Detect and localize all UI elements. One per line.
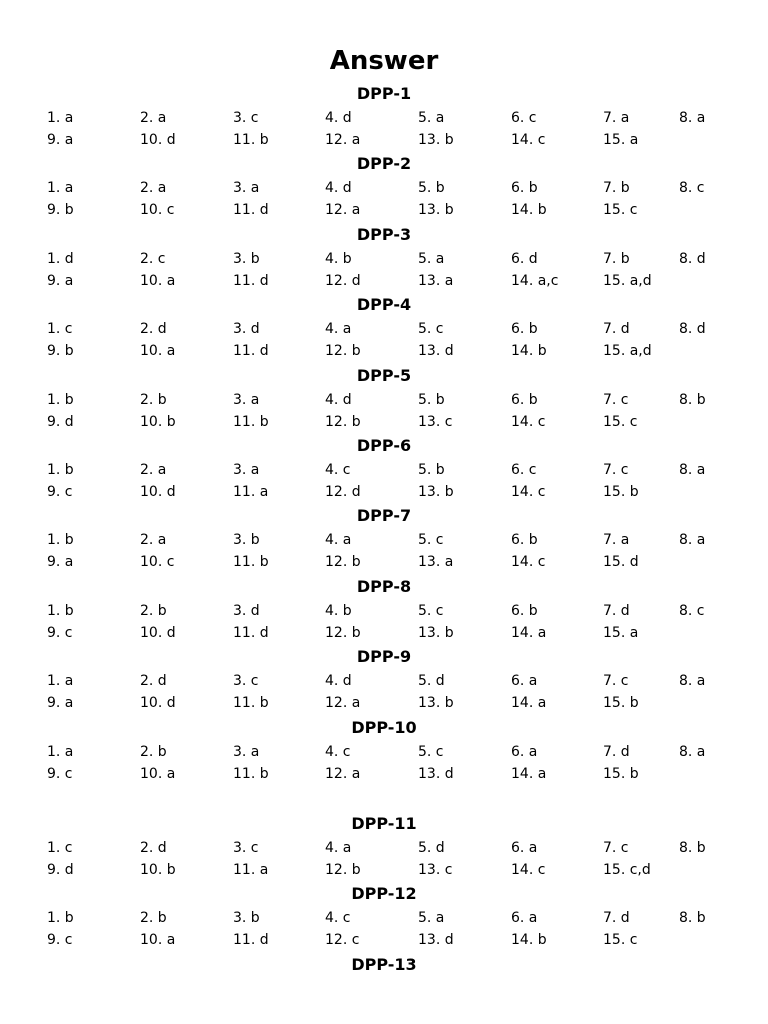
answer-item: 3. c [233, 839, 259, 856]
section-title: DPP-4 [356, 295, 412, 315]
answer-item: 14. a,c [511, 272, 559, 289]
answer-item: 7. d [603, 602, 630, 619]
answer-item: 5. b [418, 180, 445, 197]
answer-item: 11. d [233, 272, 269, 289]
dpp-section [0, 223, 768, 293]
answer-item: 4. c [325, 461, 351, 478]
answer-item: 15. c [603, 202, 638, 219]
answer-item: 9. c [47, 765, 73, 782]
answer-item: 7. a [603, 110, 630, 126]
answer-item: 4. c [325, 910, 351, 927]
answer-item: 8. a [679, 110, 706, 126]
answer-item: 8. a [679, 673, 706, 690]
answer-item: 14. c [511, 554, 546, 571]
section-title: DPP-11 [351, 813, 417, 833]
answer-item: 5. a [418, 250, 445, 267]
answer-item: 6. a [511, 743, 538, 760]
answer-item: 6. a [511, 910, 538, 927]
answer-item: 2. a [140, 180, 167, 197]
answer-item: 11. a [233, 483, 269, 500]
answer-item: 3. d [233, 321, 260, 338]
answer-item: 2. d [140, 673, 167, 690]
answer-item: 14. c [511, 483, 546, 500]
answer-item: 9. b [47, 202, 74, 219]
section-title: DPP-6 [356, 435, 412, 455]
section-title: DPP-5 [356, 365, 412, 385]
answer-item: 5. c [418, 602, 444, 619]
answer-item: 5. c [418, 743, 444, 760]
answer-row [0, 411, 768, 433]
answer-item: 3. b [233, 910, 260, 927]
answer-item: 3. a [233, 743, 260, 760]
answer-row [0, 763, 768, 785]
answer-row [0, 340, 768, 362]
answer-item: 13. a [418, 554, 454, 571]
answer-item: 12. a [325, 202, 361, 219]
section-title: DPP-12 [351, 884, 417, 904]
answer-item: 3. d [233, 602, 260, 619]
answer-item: 10. a [140, 932, 176, 949]
answer-item: 2. a [140, 461, 167, 478]
answer-item: 11. b [233, 765, 269, 782]
answer-item: 1. c [47, 321, 73, 338]
page-title: Answer [329, 46, 439, 76]
dpp-section [0, 812, 768, 882]
answer-item: 14. b [511, 932, 547, 949]
answer-item: 4. b [325, 250, 352, 267]
dpp-section [0, 953, 768, 1023]
answer-item: 13. b [418, 483, 454, 500]
answer-item: 15. a [603, 132, 639, 148]
answer-item: 13. b [418, 132, 454, 148]
answer-item: 7. c [603, 673, 629, 690]
answer-item: 6. b [511, 180, 538, 197]
answer-item: 14. c [511, 132, 546, 148]
answer-item: 8. b [679, 839, 706, 856]
answer-item: 15. b [603, 695, 639, 712]
answer-item: 11. d [233, 624, 269, 641]
answer-item: 10. a [140, 765, 176, 782]
dpp-section [0, 434, 768, 504]
answer-item: 12. b [325, 861, 361, 878]
answer-item: 11. a [233, 861, 269, 878]
answer-row [0, 622, 768, 644]
answer-row [0, 837, 768, 859]
answer-item: 7. d [603, 910, 630, 927]
answer-item: 7. a [603, 532, 630, 549]
answer-item: 9. c [47, 483, 73, 500]
answer-item: 9. a [47, 695, 74, 712]
answer-item: 2. c [140, 250, 166, 267]
dpp-section [0, 152, 768, 222]
answer-item: 12. b [325, 624, 361, 641]
answer-item: 12. d [325, 272, 361, 289]
answer-item: 1. b [47, 602, 74, 619]
answer-item: 6. b [511, 532, 538, 549]
dpp-section [0, 645, 768, 715]
answer-item: 5. b [418, 391, 445, 408]
answer-item: 12. b [325, 343, 361, 360]
answer-item: 12. a [325, 132, 361, 148]
answer-item: 2. d [140, 321, 167, 338]
answer-item: 3. a [233, 391, 260, 408]
answer-item: 9. d [47, 861, 74, 878]
answer-item: 12. a [325, 765, 361, 782]
answer-row [0, 318, 768, 340]
answer-item: 9. a [47, 132, 74, 148]
answer-row [0, 600, 768, 622]
answer-item: 8. d [679, 250, 706, 267]
answer-item: 1. a [47, 110, 74, 126]
answer-item: 13. c [418, 861, 453, 878]
answer-item: 13. d [418, 932, 454, 949]
answer-item: 13. b [418, 624, 454, 641]
answer-item: 3. b [233, 532, 260, 549]
answer-item: 2. b [140, 602, 167, 619]
answer-item: 14. b [511, 343, 547, 360]
answer-item: 13. a [418, 272, 454, 289]
answer-item: 12. c [325, 932, 360, 949]
section-title: DPP-13 [351, 954, 417, 974]
answer-item: 15. a,d [603, 272, 652, 289]
answer-item: 10. b [140, 413, 176, 430]
answer-item: 1. a [47, 180, 74, 197]
dpp-section [0, 504, 768, 574]
answer-item: 15. c [603, 932, 638, 949]
answer-item: 7. b [603, 180, 630, 197]
answer-item: 4. c [325, 743, 351, 760]
answer-item: 13. d [418, 343, 454, 360]
answer-item: 8. a [679, 461, 706, 478]
answer-item: 15. b [603, 765, 639, 782]
answer-row [0, 107, 768, 129]
answer-row [0, 481, 768, 503]
answer-item: 9. c [47, 624, 73, 641]
answer-item: 10. c [140, 554, 175, 571]
answer-item: 2. a [140, 110, 167, 126]
answer-item: 12. d [325, 483, 361, 500]
answer-item: 11. d [233, 932, 269, 949]
answer-item: 6. c [511, 461, 537, 478]
section-title: DPP-2 [356, 154, 412, 174]
answer-row [0, 389, 768, 411]
answer-item: 13. b [418, 202, 454, 219]
answer-row [0, 670, 768, 692]
answer-item: 7. b [603, 250, 630, 267]
answer-item: 5. c [418, 321, 444, 338]
dpp-section [0, 82, 768, 152]
answer-item: 10. d [140, 695, 176, 712]
answer-row [0, 177, 768, 199]
answer-item: 8. a [679, 532, 706, 549]
answer-item: 14. b [511, 202, 547, 219]
answer-item: 11. b [233, 554, 269, 571]
answer-item: 6. c [511, 110, 537, 126]
answer-item: 10. a [140, 272, 176, 289]
answer-item: 10. b [140, 861, 176, 878]
answer-item: 8. c [679, 180, 705, 197]
answer-item: 3. c [233, 673, 259, 690]
answer-item: 12. b [325, 413, 361, 430]
answer-row [0, 741, 768, 763]
answer-item: 5. a [418, 110, 445, 126]
answer-item: 11. d [233, 202, 269, 219]
section-title: DPP-10 [351, 717, 417, 737]
answer-item: 3. b [233, 250, 260, 267]
answer-item: 9. b [47, 343, 74, 360]
answer-item: 10. c [140, 202, 175, 219]
answer-item: 13. d [418, 765, 454, 782]
answer-item: 14. c [511, 861, 546, 878]
answer-item: 15. a,d [603, 343, 652, 360]
answer-item: 11. d [233, 343, 269, 360]
section-title: DPP-7 [356, 506, 412, 526]
answer-item: 7. c [603, 461, 629, 478]
answer-item: 15. b [603, 483, 639, 500]
answer-item: 15. c,d [603, 861, 651, 878]
answer-item: 7. c [603, 839, 629, 856]
answer-item: 4. d [325, 180, 352, 197]
answer-item: 15. a [603, 624, 639, 641]
answer-item: 10. d [140, 483, 176, 500]
section-title: DPP-3 [356, 224, 412, 244]
section-title: DPP-1 [356, 84, 412, 103]
answer-item: 6. a [511, 839, 538, 856]
dpp-section [0, 293, 768, 363]
answer-item: 4. a [325, 532, 352, 549]
answer-item: 2. a [140, 532, 167, 549]
answer-item: 4. a [325, 321, 352, 338]
answer-row [0, 248, 768, 270]
answer-row [0, 551, 768, 573]
answer-item: 2. d [140, 839, 167, 856]
answer-item: 4. d [325, 673, 352, 690]
answer-row [0, 859, 768, 881]
answer-item: 1. b [47, 461, 74, 478]
answer-item: 14. a [511, 695, 547, 712]
section-title: DPP-8 [356, 576, 412, 596]
answer-item: 14. c [511, 413, 546, 430]
answer-item: 13. b [418, 695, 454, 712]
answer-item: 8. b [679, 910, 706, 927]
answer-item: 12. b [325, 554, 361, 571]
answer-item: 5. a [418, 910, 445, 927]
dpp-section [0, 364, 768, 434]
answer-item: 8. d [679, 321, 706, 338]
answer-item: 11. b [233, 132, 269, 148]
answer-item: 1. a [47, 743, 74, 760]
answer-item: 1. b [47, 532, 74, 549]
answer-item: 1. c [47, 839, 73, 856]
answer-item: 3. c [233, 110, 259, 126]
answer-item: 10. a [140, 343, 176, 360]
answer-item: 12. a [325, 695, 361, 712]
answer-item: 6. b [511, 391, 538, 408]
answer-item: 10. d [140, 624, 176, 641]
answer-item: 8. b [679, 391, 706, 408]
answer-item: 6. a [511, 673, 538, 690]
answer-row [0, 529, 768, 551]
answer-row [0, 929, 768, 951]
answer-row [0, 199, 768, 221]
answer-item: 1. a [47, 673, 74, 690]
answer-item: 2. b [140, 743, 167, 760]
answer-item: 15. d [603, 554, 639, 571]
answer-item: 13. c [418, 413, 453, 430]
answer-row [0, 692, 768, 714]
section-title: DPP-9 [356, 647, 412, 667]
answer-item: 2. b [140, 910, 167, 927]
answer-item: 7. d [603, 321, 630, 338]
dpp-section [0, 882, 768, 952]
answer-item: 4. b [325, 602, 352, 619]
answer-item: 4. a [325, 839, 352, 856]
dpp-section [0, 716, 768, 786]
answer-item: 10. d [140, 132, 176, 148]
answer-item: 2. b [140, 391, 167, 408]
answer-item: 7. c [603, 391, 629, 408]
answer-item: 3. a [233, 461, 260, 478]
answer-item: 5. c [418, 532, 444, 549]
answer-row [0, 129, 768, 151]
answer-item: 14. a [511, 765, 547, 782]
answer-item: 4. d [325, 391, 352, 408]
answer-item: 3. a [233, 180, 260, 197]
answer-key-sections [0, 82, 768, 1023]
dpp-section [0, 575, 768, 645]
answer-item: 11. b [233, 413, 269, 430]
answer-row [0, 270, 768, 292]
answer-item: 15. c [603, 413, 638, 430]
answer-item: 5. b [418, 461, 445, 478]
answer-item: 8. a [679, 743, 706, 760]
answer-item: 11. b [233, 695, 269, 712]
answer-row [0, 907, 768, 929]
answer-item: 8. c [679, 602, 705, 619]
answer-row [0, 459, 768, 481]
answer-item: 5. d [418, 673, 445, 690]
answer-item: 9. d [47, 413, 74, 430]
answer-item: 9. a [47, 272, 74, 289]
answer-item: 14. a [511, 624, 547, 641]
answer-item: 9. a [47, 554, 74, 571]
answer-item: 7. d [603, 743, 630, 760]
answer-item: 1. b [47, 391, 74, 408]
answer-item: 5. d [418, 839, 445, 856]
answer-item: 1. b [47, 910, 74, 927]
answer-item: 6. d [511, 250, 538, 267]
answer-item: 4. d [325, 110, 352, 126]
answer-item: 1. d [47, 250, 74, 267]
answer-item: 9. c [47, 932, 73, 949]
answer-item: 6. b [511, 602, 538, 619]
answer-item: 6. b [511, 321, 538, 338]
